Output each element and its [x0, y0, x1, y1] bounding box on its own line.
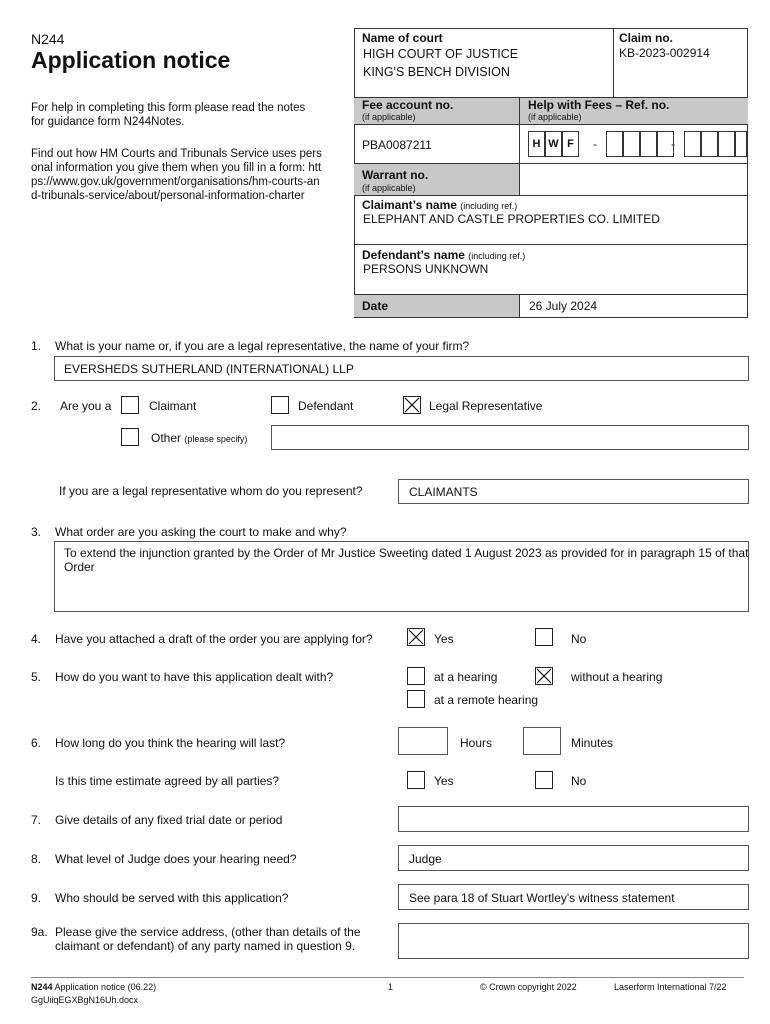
hwf-letter-f: F — [562, 131, 579, 157]
check-cross-icon — [536, 668, 552, 684]
footer-copyright: © Crown copyright 2022 — [480, 982, 577, 992]
legal-rep-checkbox[interactable] — [403, 396, 421, 414]
q1-text: What is your name or, if you are a legal representative, the name of your firm? — [55, 339, 470, 353]
claimant-label: Claimant’s name (including ref.) — [362, 198, 518, 212]
claimant-name: ELEPHANT AND CASTLE PROPERTIES CO. LIMITED — [363, 212, 660, 226]
q9-number: 9. — [31, 891, 42, 905]
defendant-option-label: Defendant — [298, 399, 354, 413]
court-name-line2: KING'S BENCH DIVISION — [363, 65, 510, 79]
q8-number: 8. — [31, 852, 42, 866]
q6-number: 6. — [31, 736, 42, 750]
minutes-label: Minutes — [571, 736, 614, 750]
hwf-box-3[interactable] — [640, 131, 657, 157]
hours-field[interactable] — [398, 727, 448, 755]
q4-text: Have you attached a draft of the order you are applying for? — [55, 632, 373, 646]
hwf-letter-h: H — [528, 131, 545, 157]
q5-text: How do you want to have this application dealt with? — [55, 670, 334, 684]
judge-level-answer: Judge — [409, 852, 442, 866]
fee-label: Fee account no. — [362, 98, 454, 112]
q9a-number: 9a. — [31, 925, 48, 939]
q9a-text-line2: claimant or defendant) of any party named in question 9. — [55, 939, 356, 953]
service-address-field[interactable] — [398, 923, 749, 959]
q7-number: 7. — [31, 813, 42, 827]
footer-form-desc: N244 Application notice (06.22) — [31, 982, 157, 992]
judge-level-field[interactable] — [398, 845, 749, 871]
at-hearing-label: at a hearing — [434, 670, 498, 684]
other-checkbox[interactable] — [121, 428, 139, 446]
q1-number: 1. — [31, 339, 42, 353]
represent-field[interactable] — [398, 479, 749, 504]
q9a-text-line1: Please give the service address, (other than details of the — [55, 925, 361, 939]
court-name-line1: HIGH COURT OF JUSTICE — [363, 47, 519, 61]
claimant-checkbox[interactable] — [121, 396, 139, 414]
other-option-label: Other (please specify) — [151, 431, 248, 445]
hwf-box-6[interactable] — [701, 131, 718, 157]
hwf-dash-1: - — [593, 137, 597, 151]
served-with-field[interactable] — [398, 884, 749, 910]
date-label: Date — [362, 299, 389, 313]
legal-rep-option-label: Legal Representative — [429, 399, 543, 413]
fee-sub: (if applicable) — [362, 112, 416, 122]
check-cross-icon — [404, 397, 420, 413]
q6-text: How long do you think the hearing will last? — [55, 736, 286, 750]
warrant-label: Warrant no. — [362, 168, 429, 182]
q8-text: What level of Judge does your hearing need? — [55, 852, 297, 866]
q9-text: Who should be served with this application? — [55, 891, 289, 905]
form-code: N244 — [31, 31, 65, 47]
footer-publisher: Laserform International 7/22 — [614, 982, 727, 992]
court-label: Name of court — [362, 31, 443, 45]
hwf-box-1[interactable] — [606, 131, 623, 157]
defendant-label: Defendant’s name (including ref.) — [362, 248, 526, 262]
defendant-name: PERSONS UNKNOWN — [363, 262, 489, 276]
q5-number: 5. — [31, 670, 42, 684]
agreed-yes-checkbox[interactable] — [407, 771, 425, 789]
help-text: For help in completing this form please read the notes for guidance form N244Notes. — [31, 102, 306, 128]
hwf-box-5[interactable] — [684, 131, 701, 157]
represent-answer: CLAIMANTS — [409, 485, 478, 499]
header-table — [354, 28, 748, 318]
hwf-box-8[interactable] — [735, 131, 747, 157]
q4-no-checkbox[interactable] — [535, 628, 553, 646]
q4-yes-label: Yes — [434, 632, 454, 646]
remote-hearing-checkbox[interactable] — [407, 690, 425, 708]
hwf-letter-w: W — [545, 131, 562, 157]
q4-yes-checkbox[interactable] — [407, 628, 425, 646]
q2-number: 2. — [31, 399, 42, 413]
q1-answer-field[interactable] — [54, 356, 749, 381]
agreed-yes-label: Yes — [434, 774, 454, 788]
claimant-option-label: Claimant — [149, 399, 197, 413]
without-hearing-checkbox[interactable] — [535, 667, 553, 685]
q3-answer-field[interactable] — [54, 541, 749, 612]
q3-number: 3. — [31, 525, 42, 539]
without-hearing-label: without a hearing — [571, 670, 663, 684]
q3-text: What order are you asking the court to make and why? — [55, 525, 347, 539]
hwf-box-7[interactable] — [718, 131, 735, 157]
privacy-text: Find out how HM Courts and Tribunals Service uses personal information you give them when you fill in a form: https://www.gov.uk/government/organisations/hm-courts-and-tribunals-service/about/personal-information-charter — [31, 148, 322, 202]
footer-filename: GgUiiqEGXBgN16Uh.docx — [31, 995, 139, 1005]
hours-label: Hours — [460, 736, 493, 750]
hwf-box-2[interactable] — [623, 131, 640, 157]
agreed-no-checkbox[interactable] — [535, 771, 553, 789]
hwf-sub: (if applicable) — [528, 112, 582, 122]
claim-number: KB-2023-002914 — [619, 46, 710, 60]
q3-answer: To extend the injunction granted by the Order of Mr Justice Sweeting dated 1 August 2023 as provided for in paragraph 15 of that Order — [64, 546, 749, 574]
at-hearing-checkbox[interactable] — [407, 667, 425, 685]
served-with-answer: See para 18 of Stuart Wortley's witness statement — [409, 891, 675, 905]
form-title: Application notice — [31, 47, 231, 73]
agreed-no-label: No — [571, 774, 587, 788]
check-cross-icon — [408, 629, 424, 645]
other-specify-field[interactable] — [271, 425, 749, 450]
q1-answer: EVERSHEDS SUTHERLAND (INTERNATIONAL) LLP — [64, 362, 354, 376]
q4-no-label: No — [571, 632, 587, 646]
q2-text: Are you a — [60, 399, 112, 413]
defendant-checkbox[interactable] — [271, 396, 289, 414]
minutes-field[interactable] — [523, 727, 561, 755]
hwf-label: Help with Fees – Ref. no. — [528, 98, 670, 112]
hwf-dash-2: - — [671, 137, 675, 151]
claim-label: Claim no. — [619, 31, 674, 45]
trial-date-field[interactable] — [398, 806, 749, 832]
agreed-question: Is this time estimate agreed by all parties? — [55, 774, 280, 788]
warrant-sub: (if applicable) — [362, 183, 416, 193]
q4-number: 4. — [31, 632, 42, 646]
footer-divider — [31, 977, 744, 978]
fee-account-value[interactable]: PBA0087211 — [362, 138, 432, 152]
date-value: 26 July 2024 — [529, 299, 598, 313]
q7-text: Give details of any fixed trial date or period — [55, 813, 283, 827]
remote-hearing-label: at a remote hearing — [434, 693, 539, 707]
footer-page-number: 1 — [388, 982, 394, 992]
represent-question: If you are a legal representative whom do you represent? — [59, 484, 363, 498]
